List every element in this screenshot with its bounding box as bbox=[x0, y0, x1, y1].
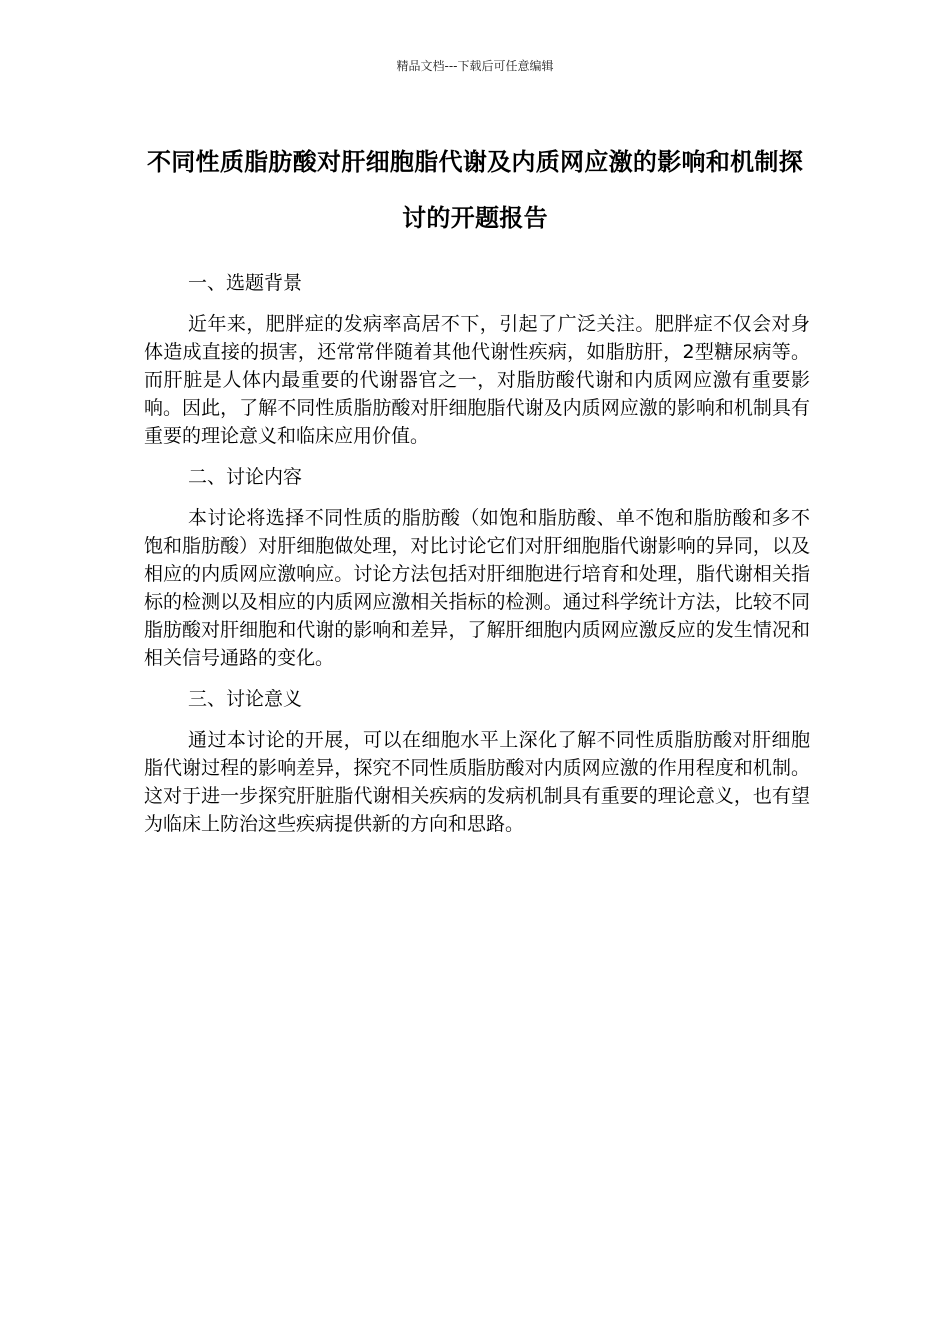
header-note: 精品文档---下载后可任意编辑 bbox=[396, 59, 554, 73]
section-heading: 一、选题背景 bbox=[188, 272, 303, 294]
section-significance bbox=[144, 684, 810, 838]
document-title: 不同性质脂肪酸对肝细胞脂代谢及内质网应激的影响和机制探讨的开题报告 bbox=[146, 148, 804, 232]
section-heading: 三、讨论意义 bbox=[188, 688, 303, 710]
section-background bbox=[144, 268, 810, 450]
section-heading: 二、讨论内容 bbox=[188, 466, 303, 488]
section-paragraph: 近年来，肥胖症的发病率高居不下，引起了广泛关注。肥胖症不仅会对身体造成直接的损害，还常常伴随着其他代谢性疾病，如脂肪肝，2型糖尿病等。而肝脏是人体内最重要的代谢器官之一，对脂肪酸代谢和内质网应激有重要影响。因此，了解不同性质脂肪酸对肝细胞脂代谢及内质网应激的影响和机制具有重要的理论意义和临床应用价值。 bbox=[144, 313, 810, 447]
section-paragraph: 本讨论将选择不同性质的脂肪酸（如饱和脂肪酸、单不饱和脂肪酸和多不饱和脂肪酸）对肝细胞做处理，对比讨论它们对肝细胞脂代谢影响的异同，以及相应的内质网应激响应。讨论方法包括对肝细胞进行培育和处理，脂代谢相关指标的检测以及相应的内质网应激相关指标的检测。通过科学统计方法，比较不同脂肪酸对肝细胞和代谢的影响和差异，了解肝细胞内质网应激反应的发生情况和相关信号通路的变化。 bbox=[144, 507, 810, 669]
document-body bbox=[144, 268, 810, 850]
section-content bbox=[144, 462, 810, 672]
section-paragraph: 通过本讨论的开展，可以在细胞水平上深化了解不同性质脂肪酸对肝细胞脂代谢过程的影响差异，探究不同性质脂肪酸对内质网应激的作用程度和机制。这对于进一步探究肝脏脂代谢相关疾病的发病机制具有重要的理论意义，也有望为临床上防治这些疾病提供新的方向和思路。 bbox=[144, 729, 810, 835]
